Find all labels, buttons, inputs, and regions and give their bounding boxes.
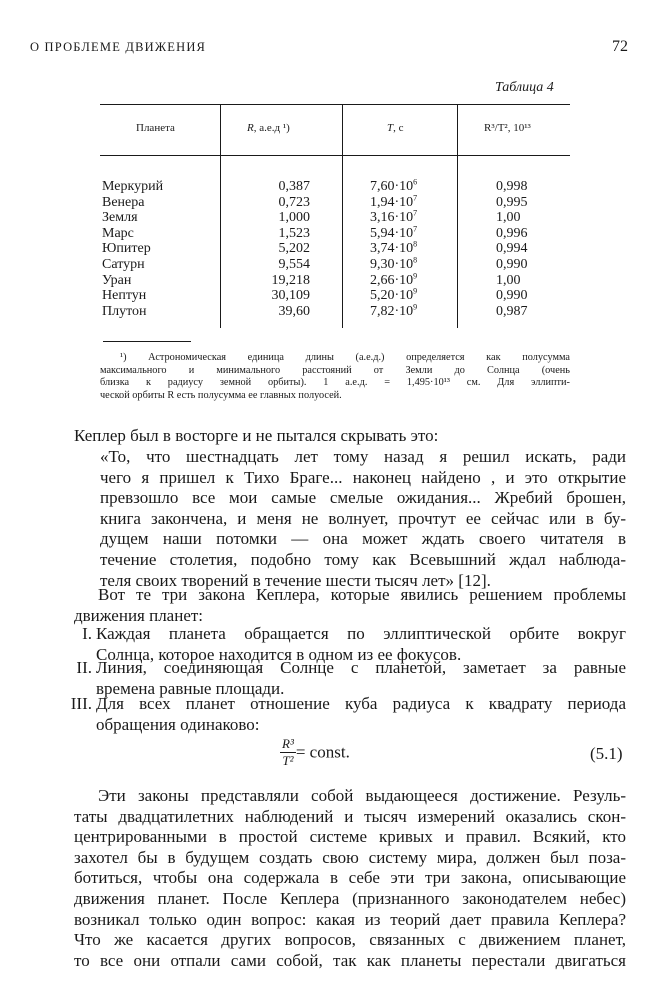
intro-paragraph — [74, 426, 594, 447]
ratio-column — [496, 179, 528, 319]
column-divider — [342, 104, 343, 328]
table-cell-radius: 0,723 — [278, 194, 310, 210]
table-cell-radius: 9,554 — [278, 256, 310, 272]
law-line: времена равные площади. — [96, 678, 285, 698]
table-cell-radius: 30,109 — [271, 288, 310, 304]
quote-line: «То, что шестнадцать лет тому назад я решил искать, ради — [100, 447, 626, 466]
numerator: R³ — [282, 736, 294, 751]
closing-paragraph — [74, 786, 626, 971]
footnote-line: ческой орбиты R есть полусумма ее главных полуосей. — [100, 389, 342, 401]
table-cell-ratio: 0,990 — [496, 256, 528, 272]
period-column — [370, 179, 417, 319]
table-cell-ratio: 1,00 — [496, 210, 521, 226]
column-header-ratio: R³/T², 10¹³ — [484, 122, 531, 134]
kepler-third-law-formula — [280, 736, 350, 769]
text-line: возникал только один вопрос: какая из теорий дает правила Кеплера? — [74, 909, 626, 929]
table-cell-planet: Уран — [102, 272, 132, 288]
table-cell-ratio: 1,00 — [496, 272, 521, 288]
text-line: захотел бы в будущем создать свою систему мира, должен был поза- — [74, 847, 626, 867]
table-cell-planet: Плутон — [102, 303, 147, 319]
footnote-line: максимального и минимального расстояний от Земли до Солнца (очень — [100, 364, 570, 376]
text-line: таты двадцатилетних наблюдений и тысяч измерений оказались скон- — [74, 806, 626, 826]
table-cell-period: $3,74\cdot 10^8$ — [370, 239, 418, 257]
quote-line: теля своих творений в течение шести тысяч лет» [12]. — [100, 570, 491, 590]
text-line: то все они отпали сами собой, так как планеты перестали двигаться — [74, 950, 626, 970]
text-line: Что же касается других вопросов, связанных с движением планет, — [74, 930, 626, 950]
page-number: 72 — [612, 38, 628, 55]
footnote-line: близка к радиусу земной орбиты). 1 а.е.д. = 1,495·10¹³ см. Для эллипти- — [100, 377, 570, 389]
table-caption: Таблица 4 — [495, 80, 554, 95]
table-cell-radius: 39,60 — [278, 303, 310, 319]
table-cell-ratio: 0,994 — [496, 241, 528, 257]
law-line: Солнца, которое находится в одном из ее фокусов. — [96, 644, 462, 664]
table-cell-ratio: 0,995 — [496, 194, 528, 210]
table-cell-radius: 1,523 — [278, 225, 310, 241]
text-line: Кеплер был в восторге и не пытался скрывать это: — [74, 426, 439, 445]
table-cell-period: $2,66\cdot 10^9$ — [370, 270, 418, 288]
table-cell-period: $7,82\cdot 10^9$ — [370, 302, 418, 319]
table-cell-ratio: 0,987 — [496, 303, 528, 319]
t-symbol: T — [387, 122, 394, 134]
footnote-line: ¹) Астрономическая единица длины (а.е.д.) определяется как полусумма — [120, 352, 570, 363]
table-cell-planet: Юпитер — [102, 241, 151, 257]
column-divider — [220, 104, 221, 328]
table-cell-period: $7,60\cdot 10^6$ — [370, 177, 418, 194]
column-header-radius — [247, 122, 290, 134]
table-cell-radius: 19,218 — [271, 272, 310, 288]
laws-intro — [74, 585, 626, 626]
law-line: Каждая планета обращается по эллиптической орбите вокруг — [96, 624, 626, 643]
text-line: ботиться, чтобы она содержала в себе эти три закона, описывающие — [74, 868, 626, 888]
table-cell-planet: Меркурий — [102, 179, 164, 194]
r-unit: , а.е.д ¹) — [253, 122, 290, 134]
table-cell-period: $1,94\cdot 10^7$ — [370, 192, 418, 210]
table-cell-ratio: 0,998 — [496, 179, 528, 194]
quote-line: чего я пришел к Тихо Браге... наконец найдено , и это открытие — [100, 467, 626, 487]
table-cell-radius: 5,202 — [278, 241, 310, 257]
denominator: T² — [282, 753, 294, 768]
radius-column — [258, 179, 310, 319]
text-line: движения планет. После Кеплера (признанного законодателем небес) — [74, 888, 626, 908]
planet-column — [102, 179, 163, 319]
t-unit: , с — [393, 122, 404, 134]
table-cell-planet: Марс — [102, 225, 134, 241]
text-line: движения планет: — [74, 605, 204, 625]
r-symbol: R — [247, 122, 254, 134]
fraction — [280, 736, 296, 769]
table-cell-planet: Земля — [102, 210, 138, 226]
quote-line: дущем наши потомки — она может ждать своего читателя в — [100, 529, 626, 549]
table-top-rule — [100, 104, 570, 105]
law-line: обращения одинаково: — [96, 714, 260, 734]
table-header-rule — [100, 155, 570, 156]
table-cell-ratio: 0,990 — [496, 288, 528, 304]
table-cell-period: $5,20\cdot 10^9$ — [370, 286, 418, 304]
table-cell-radius: 0,387 — [278, 179, 310, 194]
quote-line: превзошло все мои самые смелые ожидания... Жребий брошен, — [100, 488, 626, 508]
quote-line: книга закончена, и меня не волнует, прочтут ее сейчас или в бу- — [100, 508, 626, 528]
table-cell-planet: Венера — [102, 194, 145, 210]
table-cell-radius: 1,000 — [278, 210, 310, 226]
table-cell-period: $3,16\cdot 10^7$ — [370, 208, 418, 226]
text-line: Эти законы представляли собой выдающееся достижение. Резуль- — [98, 786, 626, 805]
column-header-period — [387, 122, 404, 134]
law-line: Линия, соединяющая Солнце с планетой, заметает за равные — [96, 658, 626, 677]
column-divider — [457, 104, 458, 328]
table-cell-period: $5,94\cdot 10^7$ — [370, 224, 418, 241]
law-number: II. — [76, 658, 92, 677]
table-cell-period: $9,30\cdot 10^8$ — [370, 255, 418, 272]
text-line: центрированными в простой системе кривых и правил. Всякий, кто — [74, 827, 626, 847]
text-line: Вот те три закона Кеплера, которые явились решением проблемы — [98, 585, 626, 604]
table-cell-ratio: 0,996 — [496, 225, 528, 241]
kepler-quote — [100, 447, 626, 591]
running-title: О ПРОБЛЕМЕ ДВИЖЕНИЯ — [30, 40, 207, 54]
law-number: I. — [82, 624, 92, 643]
table-footnote — [100, 352, 570, 402]
footnote-rule — [103, 341, 191, 342]
law-line: Для всех планет отношение куба радиуса к квадрату периода — [96, 694, 626, 713]
formula-rhs: = const. — [295, 742, 350, 762]
quote-line: течение столетия, подобно тому как Всевышний ждал наблюда- — [100, 549, 626, 569]
table-cell-planet: Сатурн — [102, 256, 145, 272]
law-number: III. — [70, 694, 92, 713]
table-cell-planet: Нептун — [102, 288, 147, 304]
equation-number: (5.1) — [590, 744, 623, 763]
column-header-planet: Планета — [136, 122, 175, 134]
